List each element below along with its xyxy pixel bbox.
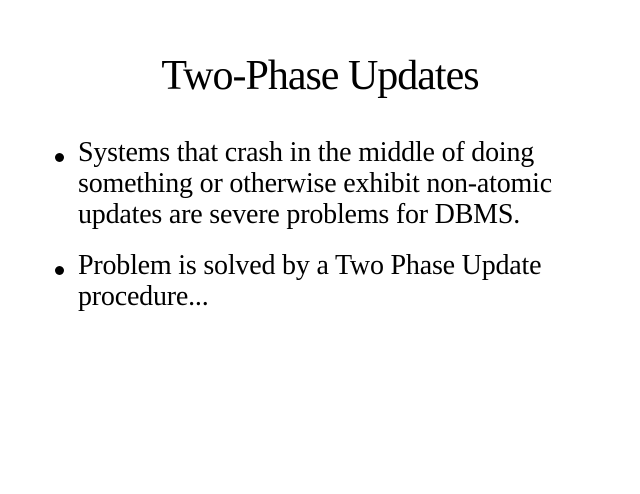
bullet-text-line: something or otherwise exhibit non-atomic xyxy=(78,168,552,199)
bullet-dot-icon xyxy=(55,266,64,275)
bullet-dot-icon xyxy=(55,153,64,162)
bullet-text-line: updates are severe problems for DBMS. xyxy=(78,199,521,230)
page-title: Two-Phase Updates xyxy=(161,53,479,99)
list-item xyxy=(55,250,575,312)
list-item xyxy=(55,137,575,230)
bullet-list xyxy=(55,137,575,332)
bullet-text-line: Problem is solved by a Two Phase Update xyxy=(78,250,542,281)
bullet-text-line: Systems that crash in the middle of doing xyxy=(78,137,535,168)
bullet-text-line: procedure... xyxy=(78,281,209,312)
